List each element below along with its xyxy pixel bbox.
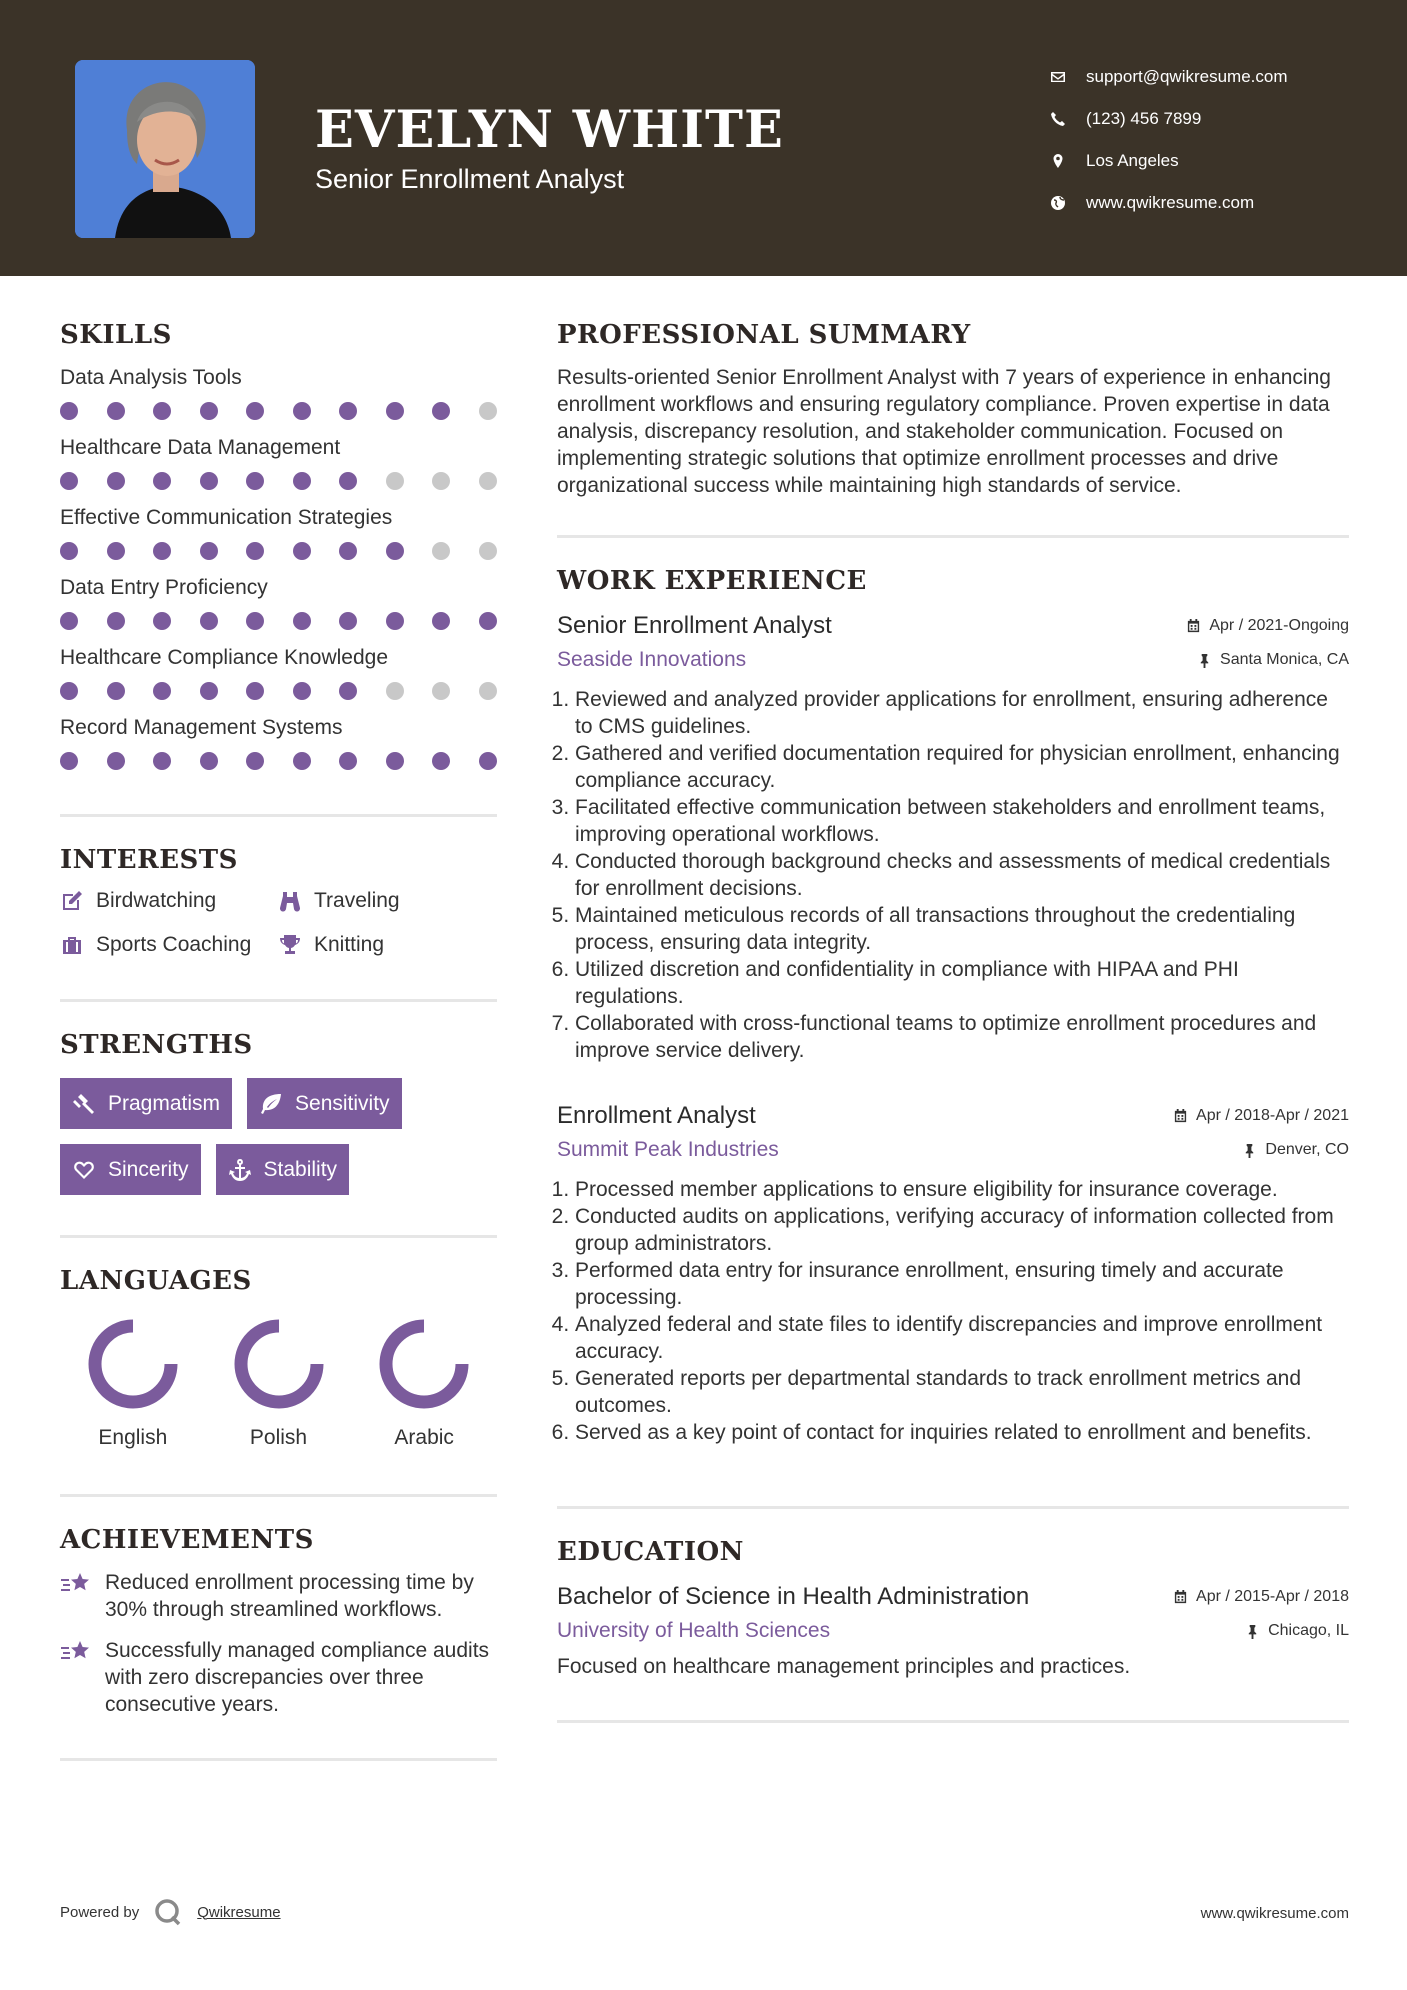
- envelope-icon: [1050, 69, 1086, 85]
- achievement-item: [60, 1569, 497, 1623]
- experience-heading: WORK EXPERIENCE: [557, 566, 867, 596]
- job-duty: 2. Conducted audits on applications, verifying accuracy of information collected from group administrators.: [575, 1203, 1349, 1257]
- rating-dot-filled: [200, 612, 218, 630]
- candidate-name: EVELYN WHITE: [315, 100, 784, 160]
- job-entry: [557, 612, 1349, 1064]
- skill-rating: [60, 402, 497, 420]
- job-duty: 3. Facilitated effective communication between stakeholders and enrollment teams, improving operational workflows.: [575, 794, 1349, 848]
- rating-dot-filled: [293, 472, 311, 490]
- calendar-icon: [1173, 1589, 1188, 1604]
- leaf-icon: [259, 1092, 283, 1116]
- section-divider: [557, 535, 1349, 538]
- degree-name: Bachelor of Science in Health Administration: [557, 1583, 1030, 1610]
- rating-dot-filled: [246, 612, 264, 630]
- job-location-text: Santa Monica, CA: [1220, 651, 1349, 668]
- skill-name: Healthcare Data Management: [60, 436, 341, 459]
- footer-powered-by: [60, 1897, 281, 1927]
- school-name: University of Health Sciences: [557, 1619, 831, 1642]
- strength-badge: [60, 1144, 201, 1195]
- job-duty: 1. Processed member applications to ensure eligibility for insurance coverage.: [575, 1176, 1349, 1203]
- rating-dot-filled: [339, 682, 357, 700]
- interest-item: [60, 933, 278, 957]
- contact-website[interactable]: [1050, 182, 1288, 224]
- job-duty: 5. Generated reports per departmental standards to track enrollment metrics and outcomes.: [575, 1365, 1349, 1419]
- rating-dot-empty: [479, 472, 497, 490]
- rating-dot-empty: [386, 472, 404, 490]
- rating-dot-filled: [107, 472, 125, 490]
- job-dates-text: Apr / 2018-Apr / 2021: [1196, 1106, 1349, 1124]
- interests-heading: INTERESTS: [60, 845, 238, 875]
- strengths-list: [60, 1078, 497, 1195]
- rating-dot-filled: [107, 682, 125, 700]
- resume-header: [0, 0, 1407, 276]
- job-duty: 3. Performed data entry for insurance enrollment, ensuring timely and accurate processing.: [575, 1257, 1349, 1311]
- language-name: English: [98, 1426, 168, 1449]
- rating-dot-filled: [432, 402, 450, 420]
- skill-name: Data Entry Proficiency: [60, 576, 268, 599]
- skills-list: [60, 366, 497, 770]
- skill-name: Record Management Systems: [60, 716, 343, 739]
- section-divider: [60, 814, 497, 817]
- rating-dot-filled: [339, 752, 357, 770]
- rating-dot-empty: [386, 682, 404, 700]
- skill-name: Data Analysis Tools: [60, 366, 242, 389]
- rating-dot-filled: [60, 542, 78, 560]
- powered-by-text: Powered by: [60, 1903, 140, 1921]
- contact-location: [1050, 140, 1288, 182]
- phone-icon: [1050, 111, 1086, 127]
- rating-dot-filled: [60, 402, 78, 420]
- education-entry: [557, 1583, 1349, 1680]
- rating-dot-filled: [153, 682, 171, 700]
- skill-rating: [60, 752, 497, 770]
- qwikresume-link[interactable]: Qwikresume: [197, 1903, 281, 1921]
- skill-rating: [60, 542, 497, 560]
- job-entry: [557, 1102, 1349, 1446]
- achievement-text: Successfully managed compliance audits with zero discrepancies over three consecutive years.: [105, 1639, 490, 1716]
- achievements-list: [60, 1569, 497, 1718]
- summary-text: Results-oriented Senior Enrollment Analyst with 7 years of experience in enhancing enrollment workflows and ensuring regulatory compliance. Proven expertise in data analysis, discrepancy resolution, and stakeholder communication. Focused on implementing strategic solutions that optimize enrollment processes and drive organizational success while maintaining high standards of service.: [557, 366, 1331, 497]
- skill-rating: [60, 472, 497, 490]
- language-item: [60, 1316, 206, 1450]
- education-dates: [1173, 1588, 1349, 1606]
- education-heading: EDUCATION: [557, 1537, 744, 1567]
- rating-dot-filled: [386, 612, 404, 630]
- rating-dot-filled: [386, 542, 404, 560]
- language-proficiency-arc: [85, 1316, 181, 1412]
- rating-dot-filled: [246, 472, 264, 490]
- strength-badge: [216, 1144, 350, 1195]
- edit-icon: [60, 889, 84, 913]
- education-location: [1245, 1622, 1349, 1640]
- section-divider: [60, 1758, 497, 1761]
- language-proficiency-arc: [376, 1316, 472, 1412]
- contact-website-text: www.qwikresume.com: [1086, 193, 1255, 212]
- job-company: Seaside Innovations: [557, 648, 747, 671]
- contact-phone[interactable]: [1050, 98, 1288, 140]
- interest-label: Sports Coaching: [96, 933, 252, 956]
- section-divider: [60, 1235, 497, 1238]
- pushpin-icon: [1242, 1143, 1257, 1158]
- rating-dot-filled: [107, 402, 125, 420]
- rating-dot-empty: [432, 542, 450, 560]
- footer-url[interactable]: www.qwikresume.com: [1200, 1905, 1349, 1922]
- rating-dot-empty: [479, 682, 497, 700]
- binoculars-icon: [278, 889, 302, 913]
- contact-email[interactable]: [1050, 56, 1288, 98]
- education-dates-text: Apr / 2015-Apr / 2018: [1196, 1587, 1349, 1605]
- contact-location-text: Los Angeles: [1086, 151, 1179, 170]
- strength-label: Sensitivity: [295, 1091, 390, 1115]
- anchor-icon: [228, 1158, 252, 1182]
- job-duties: [557, 1176, 1349, 1446]
- profile-photo: [75, 60, 255, 238]
- interest-label: Traveling: [314, 889, 400, 912]
- rating-dot-filled: [153, 752, 171, 770]
- rating-dot-filled: [60, 682, 78, 700]
- education-location-text: Chicago, IL: [1268, 1622, 1349, 1639]
- strengths-heading: STRENGTHS: [60, 1030, 253, 1060]
- contact-phone-text: (123) 456 7899: [1086, 109, 1202, 128]
- shooting-star-icon: [60, 1639, 92, 1665]
- rating-dot-filled: [246, 402, 264, 420]
- trophy-icon: [278, 933, 302, 957]
- rating-dot-filled: [246, 542, 264, 560]
- calendar-icon: [1186, 618, 1201, 633]
- rating-dot-filled: [293, 402, 311, 420]
- rating-dot-filled: [200, 402, 218, 420]
- rating-dot-filled: [293, 542, 311, 560]
- rating-dot-filled: [153, 472, 171, 490]
- job-duty: 4. Analyzed federal and state files to identify discrepancies and improve enrollment accuracy.: [575, 1311, 1349, 1365]
- briefcase-icon: [60, 933, 84, 957]
- job-company: Summit Peak Industries: [557, 1138, 779, 1161]
- job-role: Enrollment Analyst: [557, 1102, 756, 1129]
- rating-dot-filled: [339, 472, 357, 490]
- proficiency-arc-fill: [95, 1326, 171, 1402]
- candidate-title: Senior Enrollment Analyst: [315, 164, 625, 194]
- rating-dot-filled: [200, 682, 218, 700]
- globe-icon: [1050, 195, 1086, 211]
- rating-dot-filled: [293, 752, 311, 770]
- rating-dot-filled: [153, 542, 171, 560]
- rating-dot-filled: [293, 612, 311, 630]
- rating-dot-filled: [107, 752, 125, 770]
- strength-badge: [247, 1078, 402, 1129]
- proficiency-arc-fill: [386, 1326, 462, 1402]
- rating-dot-filled: [107, 542, 125, 560]
- rating-dot-filled: [432, 612, 450, 630]
- rating-dot-filled: [60, 472, 78, 490]
- gavel-icon: [72, 1092, 96, 1116]
- contact-list: [1050, 56, 1288, 224]
- rating-dot-filled: [153, 612, 171, 630]
- rating-dot-empty: [432, 682, 450, 700]
- job-duty: 6. Served as a key point of contact for inquiries related to enrollment and benefits.: [575, 1419, 1349, 1446]
- language-name: Polish: [249, 1426, 308, 1449]
- skill-rating: [60, 682, 497, 700]
- languages-heading: LANGUAGES: [60, 1266, 252, 1296]
- interest-label: Birdwatching: [96, 889, 217, 912]
- job-duty: 6. Utilized discretion and confidentiality in compliance with HIPAA and PHI regulations.: [575, 956, 1349, 1010]
- rating-dot-filled: [386, 402, 404, 420]
- section-divider: [60, 1494, 497, 1497]
- education-description: Focused on healthcare management principles and practices.: [557, 1655, 1131, 1678]
- job-dates-text: Apr / 2021-Ongoing: [1209, 616, 1349, 634]
- rating-dot-filled: [432, 752, 450, 770]
- job-location-text: Denver, CO: [1265, 1141, 1349, 1158]
- jobs-list: [557, 612, 1349, 1446]
- section-divider: [60, 999, 497, 1002]
- rating-dot-filled: [339, 542, 357, 560]
- rating-dot-filled: [246, 682, 264, 700]
- pushpin-icon: [1245, 1624, 1260, 1639]
- rating-dot-filled: [60, 612, 78, 630]
- strength-label: Sincerity: [108, 1157, 189, 1181]
- job-duty: 5. Maintained meticulous records of all transactions throughout the credentialing process, ensuring data integrity.: [575, 902, 1349, 956]
- strength-label: Pragmatism: [108, 1091, 221, 1115]
- rating-dot-filled: [246, 752, 264, 770]
- proficiency-arc-fill: [241, 1326, 317, 1402]
- language-item: [351, 1316, 497, 1450]
- skill-name: Effective Communication Strategies: [60, 506, 393, 529]
- achievements-heading: ACHIEVEMENTS: [60, 1525, 314, 1555]
- job-location: [1197, 651, 1349, 669]
- rating-dot-filled: [60, 752, 78, 770]
- skill-rating: [60, 612, 497, 630]
- qwikresume-logo-icon: [153, 1897, 183, 1927]
- job-dates: [1173, 1107, 1349, 1125]
- interest-item: [278, 933, 497, 957]
- section-divider: [557, 1506, 1349, 1509]
- language-name: Arabic: [394, 1426, 454, 1449]
- job-dates: [1186, 617, 1349, 635]
- rating-dot-filled: [479, 612, 497, 630]
- section-divider: [557, 1720, 1349, 1723]
- job-duty: 1. Reviewed and analyzed provider applications for enrollment, ensuring adherence to CMS guidelines.: [575, 686, 1349, 740]
- rating-dot-filled: [339, 612, 357, 630]
- skill-name: Healthcare Compliance Knowledge: [60, 646, 389, 669]
- strength-label: Stability: [263, 1157, 338, 1181]
- skills-heading: SKILLS: [60, 320, 172, 350]
- job-role: Senior Enrollment Analyst: [557, 612, 832, 639]
- rating-dot-filled: [479, 752, 497, 770]
- interest-item: [278, 889, 497, 913]
- rating-dot-filled: [339, 402, 357, 420]
- rating-dot-filled: [386, 752, 404, 770]
- interest-label: Knitting: [314, 933, 385, 956]
- rating-dot-empty: [479, 402, 497, 420]
- rating-dot-filled: [200, 542, 218, 560]
- languages-list: [60, 1316, 497, 1450]
- achievement-item: [60, 1637, 497, 1718]
- rating-dot-filled: [153, 402, 171, 420]
- rating-dot-filled: [200, 752, 218, 770]
- summary-heading: PROFESSIONAL SUMMARY: [557, 320, 971, 350]
- rating-dot-empty: [432, 472, 450, 490]
- map-pin-icon: [1050, 153, 1086, 169]
- rating-dot-filled: [107, 612, 125, 630]
- shooting-star-icon: [60, 1571, 92, 1597]
- job-duty: 7. Collaborated with cross-functional teams to optimize enrollment procedures and improve service delivery.: [575, 1010, 1349, 1064]
- left-column: [60, 320, 497, 1761]
- job-location: [1242, 1141, 1349, 1159]
- interests-list: [60, 889, 497, 957]
- job-duty: 4. Conducted thorough background checks and assessments of medical credentials for enrollment decisions.: [575, 848, 1349, 902]
- calendar-icon: [1173, 1108, 1188, 1123]
- language-item: [206, 1316, 352, 1450]
- rating-dot-empty: [479, 542, 497, 560]
- strength-badge: [60, 1078, 232, 1129]
- right-column: [557, 320, 1349, 1723]
- rating-dot-filled: [293, 682, 311, 700]
- interest-item: [60, 889, 278, 913]
- job-duties: [557, 686, 1349, 1064]
- pushpin-icon: [1197, 653, 1212, 668]
- job-duty: 2. Gathered and verified documentation required for physician enrollment, enhancing compliance accuracy.: [575, 740, 1349, 794]
- heart-icon: [72, 1158, 96, 1182]
- rating-dot-filled: [200, 472, 218, 490]
- language-proficiency-arc: [231, 1316, 327, 1412]
- contact-email-text: support@qwikresume.com: [1086, 67, 1288, 86]
- achievement-text: Reduced enrollment processing time by 30% through streamlined workflows.: [105, 1571, 474, 1621]
